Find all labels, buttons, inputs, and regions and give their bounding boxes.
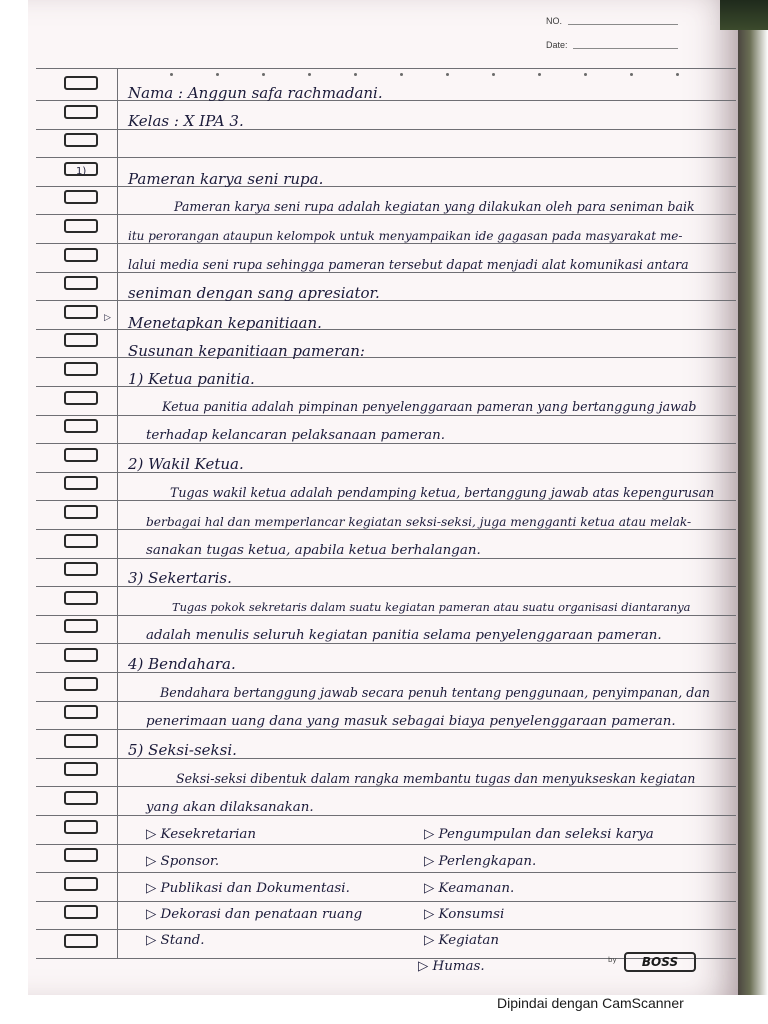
margin-checkbox xyxy=(64,562,98,576)
text-line: seniman dengan sang apresiator. xyxy=(128,284,380,302)
margin-checkbox xyxy=(64,190,98,204)
ruler-dot xyxy=(262,73,265,76)
margin-checkbox xyxy=(64,505,98,519)
margin-checkbox xyxy=(64,419,98,433)
margin-checkbox xyxy=(64,648,98,662)
header-rule xyxy=(36,68,736,69)
text-line: adalah menulis seluruh kegiatan panitia selama penyelenggaraan pameran. xyxy=(146,628,662,643)
margin-checkbox xyxy=(64,848,98,862)
no-label: NO. xyxy=(546,16,563,26)
topic-title: Pameran karya seni rupa. xyxy=(128,170,324,188)
text-line: penerimaan uang dana yang masuk sebagai biaya penyelenggaraan pameran. xyxy=(146,714,676,729)
margin-checkbox xyxy=(64,305,98,319)
notebook-brand-logo: BOSS xyxy=(624,952,696,972)
section-item: ▷ Perlengkapan. xyxy=(424,854,537,869)
no-field xyxy=(546,16,562,26)
margin-checkbox xyxy=(64,105,98,119)
date-field xyxy=(546,40,568,50)
margin-checkbox xyxy=(64,705,98,719)
scanner-footer: Dipindai dengan CamScanner xyxy=(497,995,684,1011)
margin-checkbox xyxy=(64,76,98,90)
margin-checkbox xyxy=(64,391,98,405)
ruler-dot xyxy=(354,73,357,76)
corner-shadow xyxy=(720,0,768,30)
margin-checkbox xyxy=(64,362,98,376)
margin-checkbox xyxy=(64,934,98,948)
list-item-heading: 4) Bendahara. xyxy=(128,655,236,673)
margin-checkbox xyxy=(64,677,98,691)
ruled-line xyxy=(36,844,736,845)
text-line: berbagai hal dan memperlancar kegiatan seksi-seksi, juga mengganti ketua atau melak- xyxy=(146,515,692,529)
margin-checkbox xyxy=(64,905,98,919)
name-line: Nama : Anggun safa rachmadani. xyxy=(128,84,383,102)
text-line: lalui media seni rupa sehingga pameran tersebut dapat menjadi alat komunikasi antara xyxy=(128,257,689,272)
ruler-dot xyxy=(308,73,311,76)
brand-prefix: by xyxy=(608,956,617,964)
text-line: Tugas wakil ketua adalah pendamping ketua, bertanggung jawab atas kepengurusan xyxy=(170,485,715,500)
margin-checkbox xyxy=(64,333,98,347)
text-line: itu perorangan ataupun kelompok untuk menyampaikan ide gagasan pada masyarakat me- xyxy=(128,229,683,243)
margin-checkbox xyxy=(64,734,98,748)
section-item: ▷ Publikasi dan Dokumentasi. xyxy=(146,881,350,896)
ruler-dot xyxy=(492,73,495,76)
ruled-line xyxy=(36,872,736,873)
section-item: ▷ Konsumsi xyxy=(424,907,505,922)
margin-checkbox xyxy=(64,591,98,605)
subsection-heading: Susunan kepanitiaan pameran: xyxy=(128,342,365,360)
text-line: sanakan tugas ketua, apabila ketua berhalangan. xyxy=(146,543,481,558)
ruler-dot xyxy=(630,73,633,76)
class-line: Kelas : X IPA 3. xyxy=(128,112,244,130)
ruled-line xyxy=(36,901,736,902)
margin-checkbox xyxy=(64,762,98,776)
ruler-dot xyxy=(446,73,449,76)
list-item-heading: 5) Seksi-seksi. xyxy=(128,741,237,759)
margin-checkbox xyxy=(64,476,98,490)
ruled-line xyxy=(36,157,736,158)
section-item: ▷ Stand. xyxy=(146,933,205,948)
margin-checkbox xyxy=(64,820,98,834)
ruler-dot xyxy=(400,73,403,76)
date-label: Date: xyxy=(546,40,568,50)
section-item: ▷ Pengumpulan dan seleksi karya xyxy=(424,827,654,842)
section-item: ▷ Humas. xyxy=(418,959,485,974)
margin-checkbox xyxy=(64,248,98,262)
text-line: Pameran karya seni rupa adalah kegiatan yang dilakukan oleh para seniman baik xyxy=(174,199,695,214)
margin-checkbox xyxy=(64,219,98,233)
section-item: ▷ Sponsor. xyxy=(146,854,220,869)
list-item-heading: 2) Wakil Ketua. xyxy=(128,455,244,473)
margin-checkbox xyxy=(64,619,98,633)
ruler-dot xyxy=(584,73,587,76)
margin-item-number: 1) xyxy=(76,166,87,177)
ruler-dot xyxy=(170,73,173,76)
list-item-heading: 3) Sekertaris. xyxy=(128,569,232,587)
page-edge-shadow xyxy=(738,0,768,995)
text-line: Ketua panitia adalah pimpinan penyelenggaraan pameran yang bertanggung jawab xyxy=(162,399,697,414)
text-line: Seksi-seksi dibentuk dalam rangka membantu tugas dan menyukseskan kegiatan xyxy=(176,771,696,786)
section-item: ▷ Kegiatan xyxy=(424,933,499,948)
text-line: terhadap kelancaran pelaksanaan pameran. xyxy=(146,428,446,443)
section-item: ▷ Dekorasi dan penataan ruang xyxy=(146,907,363,922)
ruled-line xyxy=(36,815,736,816)
text-line: Bendahara bertanggung jawab secara penuh tentang penggunaan, penyimpanan, dan xyxy=(160,685,710,700)
section-heading: Menetapkan kepanitiaan. xyxy=(128,314,322,332)
margin-checkbox xyxy=(64,276,98,290)
margin-line xyxy=(117,68,118,958)
text-line: yang akan dilaksanakan. xyxy=(146,800,314,815)
list-item-heading: 1) Ketua panitia. xyxy=(128,370,255,388)
ruler-dot xyxy=(676,73,679,76)
section-item: ▷ Keamanan. xyxy=(424,881,515,896)
margin-checkbox xyxy=(64,534,98,548)
margin-checkbox xyxy=(64,791,98,805)
ruler-dot xyxy=(216,73,219,76)
text-line: Tugas pokok sekretaris dalam suatu kegiatan pameran atau suatu organisasi diantaranya xyxy=(172,600,691,614)
margin-checkbox xyxy=(64,877,98,891)
section-item: ▷ Kesekretarian xyxy=(146,827,257,842)
margin-checkbox xyxy=(64,448,98,462)
arrow-icon: ▷ xyxy=(104,313,111,323)
ruler-dot xyxy=(538,73,541,76)
ruled-line xyxy=(36,929,736,930)
margin-checkbox xyxy=(64,133,98,147)
